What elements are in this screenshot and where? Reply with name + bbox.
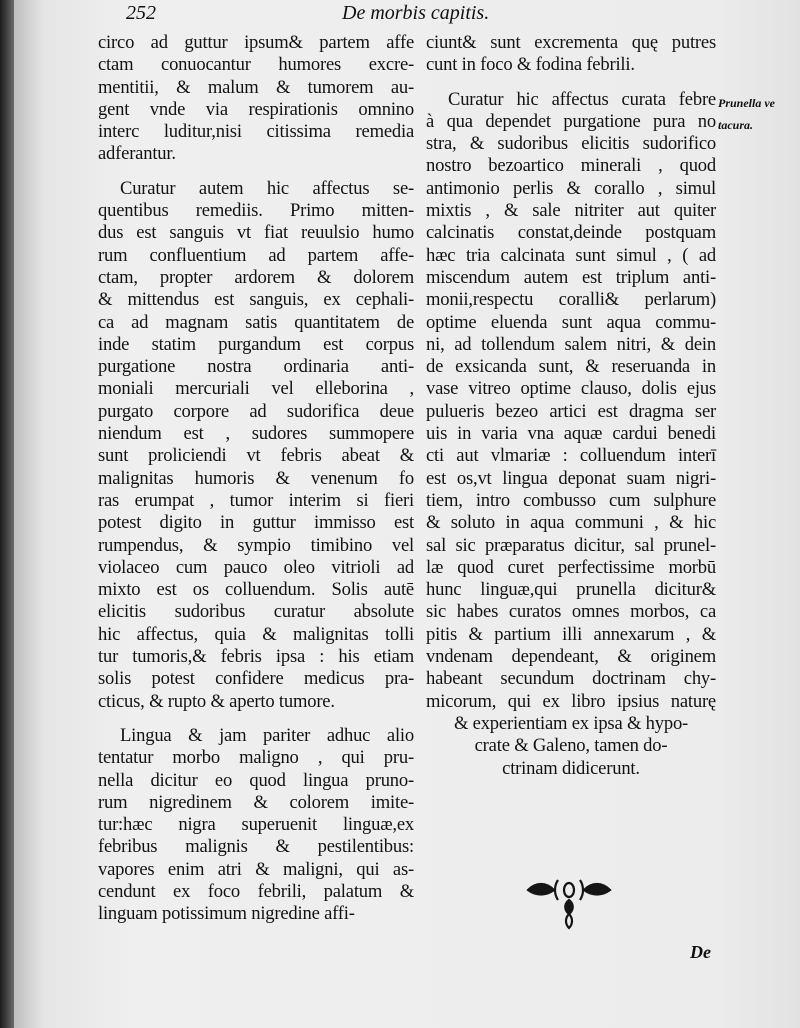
text-line: miscendum autem est triplum anti- [426,266,716,288]
text-line: cti aut vlmariæ : colluendum interī [426,445,716,467]
page-number: 252 [126,2,156,24]
text-line: circo ad guttur ipsum& partem affe [98,32,414,53]
text-line: antimonio perlis & corallo , simul [426,177,716,199]
paragraph-gap [98,713,414,725]
text-line: gent vnde via respirationis omnino [98,98,414,120]
text-line: mentitii, & malum & tumorem au- [98,76,414,98]
text-line: mixto est os colluendum. Solis autē [98,579,414,601]
text-line: tiem, intro combusso cum sulphure [426,489,716,511]
text-line: inde statim purgandum est corpus [98,333,414,355]
text-line: mixtis , & sale nitriter aut quiter [426,200,716,222]
text-line: de exsicanda sunt, & reseruanda in [426,356,716,378]
paragraph-gap [426,77,716,89]
text-line: rumpendus, & sympio timibino vel [98,534,414,556]
text-line: hæc tria calcinata sunt simul , ( ad [426,244,716,266]
text-line: rum nigredinem & colorem imite- [98,791,414,813]
text-line: pitis & partium illi annexarum , & [426,623,716,645]
text-line: stra, & sudoribus elicitis sudorifico [426,133,716,155]
text-line: Curatur autem hic affectus se- [120,177,414,199]
text-line: sic habes curatos omnes morbos, ca [426,601,716,623]
text-line: quentibus remediis. Primo mitten- [98,200,414,222]
text-line: interc luditur,nisi citissima remedia [98,121,414,143]
text-line: pulueris bezeo artici est dragma ser [426,400,716,422]
text-line: tur:hæc nigra superuenit linguæ,ex [98,814,414,836]
text-line: sal sic præparatus dicitur, sal prunel- [426,534,716,556]
text-line: ni, ad tollendum salem nitri, & dein [426,333,716,355]
margin-note-line: tacura. [718,118,754,132]
text-line: linguam potissimum nigredine affi- [98,903,355,925]
text-line: solis potest confidere medicus pra- [98,668,414,690]
margin-note-line: Prunella ve [718,96,775,110]
text-line: & mittendus est sanguis, ex cephali- [98,289,414,311]
text-line: calcinatis constat,deinde postquam [426,222,716,244]
text-line: cticus, & rupto & aperto tumore. [98,690,335,712]
text-line: vapores enim atri & maligni, qui as- [98,858,414,880]
text-line: ras erumpat , tumor interim si fieri [98,489,414,511]
text-line: ctam conuocantur humores excre- [98,54,414,76]
text-line: febribus malignis & pestilentibus: [98,836,414,858]
text-line: hunc linguæ,qui prunella dicitur& [426,579,716,601]
text-line: ctam, propter ardorem & dolorem [98,266,414,288]
text-line: adferantur. [98,143,176,165]
text-line: uis in varia vna aquæ cardui benedi [426,423,716,445]
text-line: cunt in foco & fodina febrili. [426,54,635,76]
text-line: crate & Galeno, tamen do- [474,735,668,757]
paragraph-gap [98,166,414,178]
text-line: & soluto in aqua communi , & hic [426,512,716,534]
ornament-fleuron-icon [524,874,614,930]
book-gutter [0,0,14,1028]
text-line: tur tumoris,& febris ipsa : his etiam [98,646,414,668]
text-line: rum confluentium ad partem affe- [98,244,414,266]
text-line: est os,vt lingua deponat suam nigri- [426,467,716,489]
text-line: micorum, qui ex libro ipsius naturę [426,690,716,712]
text-line: monii,respectu coralli& perlarum) [426,289,716,311]
right-column [426,32,716,780]
text-line: violaceo cum pauco oleo vitrioli ad [98,556,414,578]
text-line: dus est sanguis vt fiat reuulsio humo [98,222,414,244]
text-line: optime eluenda sunt aqua commu- [426,311,716,333]
left-column [98,32,414,926]
text-line: ctrinam didicerunt. [502,757,640,779]
text-line: habeant secundum doctrinam chy- [426,668,716,690]
text-line: purgato corpore ad sudorifica deue [98,400,414,422]
catchword: De [690,942,711,962]
text-line: & experientiam ex ipsa & hypo- [453,712,689,734]
text-line: nella dicitur eo quod lingua pruno- [98,769,414,791]
text-line: nostro bezoartico minerali , quod [426,155,716,177]
text-line: Curatur hic affectus curata febre [448,88,716,110]
book-page [14,0,800,1028]
text-line: cendunt ex foco febrili, palatum & [98,880,414,902]
text-line: niendum est , sudores summopere [98,423,414,445]
text-line: ca ad magnam satis quantitatem de [98,311,414,333]
text-line: malignitas humoris & venenum fo [98,467,414,489]
text-line: tentatur morbo maligno , qui pru- [98,747,414,769]
text-line: Lingua & jam pariter adhuc alio [120,724,414,746]
text-line: vase vitreo optime clauso, dolis ejus [426,378,716,400]
text-line: elicitis sudoribus curatur absolute [98,601,414,623]
text-line: hic affectus, quia & malignitas tolli [98,623,414,645]
running-title: De morbis capitis. [342,2,490,24]
text-line: ciunt& sunt excrementa quę putres [426,32,716,53]
text-line: sunt proliciendi vt febris abeat & [98,445,414,467]
text-line: vndenam dependeant, & originem [426,646,716,668]
text-line: potest digito in guttur immisso est [98,512,414,534]
text-line: moniali mercuriali vel elleborina , [98,378,414,400]
text-line: purgatione nostra ordinaria anti- [98,356,414,378]
text-line: læ quod curet perfectissime morbū [426,556,716,578]
text-line: à qua dependet purgatione pura no [426,110,716,132]
margin-note [718,92,775,136]
